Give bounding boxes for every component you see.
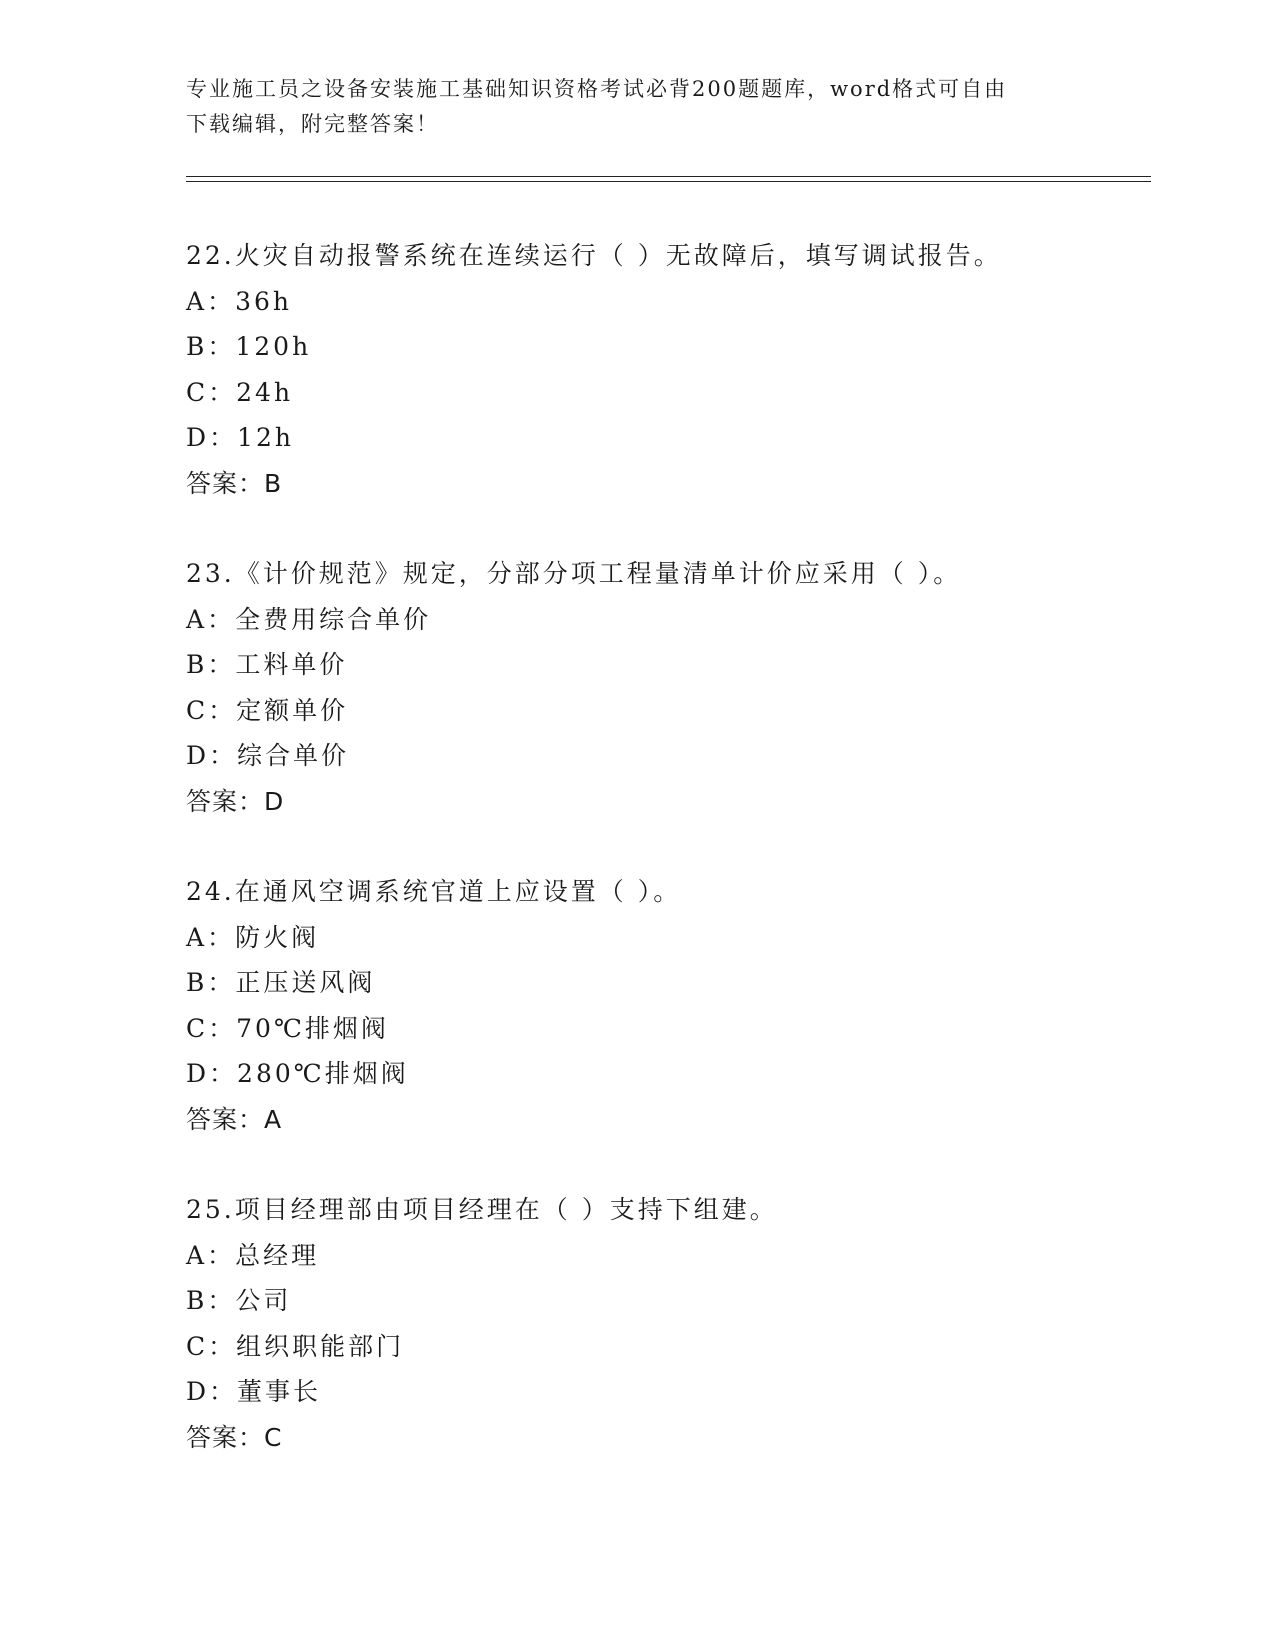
- option-text: 120h: [235, 332, 312, 361]
- option-text: 总经理: [235, 1240, 320, 1270]
- option-letter: C：: [186, 377, 237, 407]
- option-c: [186, 1324, 1166, 1370]
- option-text: 12h: [237, 423, 294, 452]
- option-text: 24h: [236, 377, 294, 407]
- option-letter: B：: [186, 1286, 236, 1315]
- option-d: [186, 1051, 1166, 1097]
- question-stem: 24.在通风空调系统官道上应设置（ ）。: [186, 877, 682, 906]
- answer-text: 答案：A: [186, 1104, 283, 1134]
- option-d: [186, 733, 1166, 779]
- answer-text: 答案：C: [186, 1422, 283, 1452]
- option-b: [186, 642, 1166, 688]
- option-c: [186, 370, 1166, 416]
- question-stem: 23.《计价规范》规定，分部分项工程量清单计价应采用（ ）。: [186, 559, 962, 588]
- option-c: [186, 1006, 1166, 1052]
- answer-text: 答案：D: [186, 786, 285, 816]
- option-text: 工料单价: [235, 650, 348, 679]
- option-text: 组织职能部门: [236, 1331, 405, 1361]
- option-b: [186, 1278, 1166, 1324]
- option-a: [186, 279, 1166, 325]
- option-c: [186, 688, 1166, 734]
- option-text: 综合单价: [237, 741, 350, 770]
- option-letter: D：: [186, 1377, 238, 1406]
- option-text: 防火阀: [235, 922, 320, 952]
- option-letter: A：: [186, 604, 236, 634]
- question-stem: 22.火灾自动报警系统在连续运行（ ）无故障后，填写调试报告。: [186, 241, 1002, 270]
- option-letter: A：: [186, 1240, 236, 1270]
- question-stem: 25.项目经理部由项目经理在（ ）支持下组建。: [186, 1195, 778, 1224]
- option-text: 70℃排烟阀: [236, 1013, 389, 1043]
- option-a: [186, 1233, 1166, 1279]
- question-25: [186, 1187, 1166, 1505]
- question-22: [186, 233, 1166, 551]
- option-letter: C：: [186, 1331, 237, 1361]
- option-letter: B：: [186, 968, 236, 997]
- option-text: 公司: [235, 1286, 292, 1315]
- option-d: [186, 1369, 1166, 1415]
- option-letter: B：: [186, 332, 236, 361]
- option-text: 全费用综合单价: [235, 604, 432, 634]
- option-b: [186, 960, 1166, 1006]
- option-text: 280℃排烟阀: [237, 1059, 409, 1088]
- option-text: 36h: [235, 286, 292, 316]
- option-letter: D：: [186, 741, 238, 770]
- answer-text: 答案：B: [186, 468, 283, 498]
- header-line-2: 下载编辑，附完整答案！: [186, 112, 439, 136]
- document-header: [186, 72, 1066, 142]
- header-line-1: 专业施工员之设备安装施工基础知识资格考试必背200题题库，word格式可自由: [186, 77, 1008, 101]
- question-24: [186, 869, 1166, 1187]
- option-letter: D：: [186, 1059, 238, 1088]
- option-letter: C：: [186, 695, 237, 725]
- question-list: [186, 233, 1166, 1505]
- option-letter: D：: [186, 423, 238, 452]
- option-letter: C：: [186, 1013, 237, 1043]
- header-rule-bottom: [186, 181, 1151, 182]
- header-rule-top: [186, 176, 1151, 177]
- question-23: [186, 551, 1166, 869]
- option-text: 定额单价: [236, 695, 349, 725]
- option-letter: B：: [186, 650, 236, 679]
- option-text: 董事长: [237, 1377, 322, 1406]
- option-letter: A：: [186, 922, 236, 952]
- option-b: [186, 324, 1166, 370]
- option-d: [186, 415, 1166, 461]
- option-a: [186, 597, 1166, 643]
- option-letter: A：: [186, 286, 236, 316]
- option-a: [186, 915, 1166, 961]
- option-text: 正压送风阀: [235, 968, 376, 997]
